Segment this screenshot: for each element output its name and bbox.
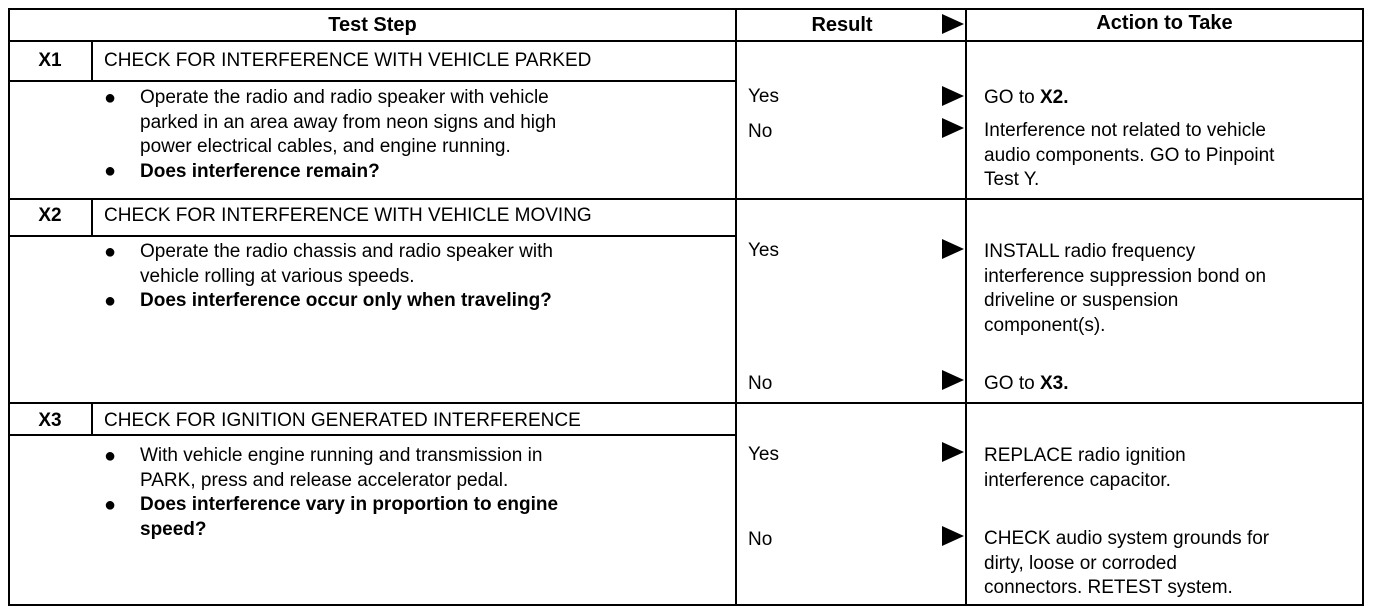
step-x3-result-yes: Yes	[748, 444, 779, 465]
bullet-icon: ●	[104, 87, 117, 109]
step-title-x3: CHECK FOR IGNITION GENERATED INTERFERENCE	[104, 410, 581, 431]
step-x2-action-no: GO to X3.	[984, 373, 1069, 394]
step-x3-action-yes-line-2: interference capacitor.	[984, 469, 1171, 491]
row-separator-x1-x2	[8, 198, 1364, 200]
arrow-right-icon	[942, 86, 964, 106]
step-code-x2: X2	[38, 205, 62, 226]
title-underline-x1	[8, 80, 737, 82]
step-code-x3: X3	[38, 410, 62, 431]
step-x3-action-no-line-2: dirty, loose or corroded	[984, 552, 1177, 574]
step-x3-result-no: No	[748, 529, 773, 550]
code-divider-x1	[91, 40, 93, 82]
step-title-x1: CHECK FOR INTERFERENCE WITH VEHICLE PARKED	[104, 50, 592, 71]
arrow-right-icon	[942, 526, 964, 546]
arrow-right-icon	[942, 118, 964, 138]
action-column-divider	[965, 8, 967, 606]
table-left-border	[8, 8, 10, 606]
step-x2-result-no: No	[748, 373, 773, 394]
bullet-icon: ●	[104, 160, 117, 182]
step-x1-bullet-1-line-3: power electrical cables, and engine running.	[140, 136, 511, 157]
table-bottom-border	[8, 604, 1364, 606]
step-x3-bullet-1-line-1: With vehicle engine running and transmission in	[140, 445, 543, 466]
step-x1-action-no-line-2: audio components. GO to Pinpoint	[984, 144, 1275, 166]
step-x1-bullet-2-line-1: Does interference remain?	[140, 160, 380, 182]
step-x1-bullet-1-line-2: parked in an area away from neon signs and high	[140, 111, 557, 133]
row-separator-x2-x3	[8, 402, 1364, 404]
step-x1-result-yes: Yes	[748, 86, 779, 107]
step-x3-action-no-line-1: CHECK audio system grounds for	[984, 528, 1270, 549]
step-title-x2: CHECK FOR INTERFERENCE WITH VEHICLE MOVING	[104, 205, 592, 226]
step-x2-action-yes-line-1: INSTALL radio frequency	[984, 241, 1196, 262]
header-test-step: Test Step	[328, 13, 417, 36]
step-x2-bullet-2-line-1: Does interference occur only when traveling?	[140, 290, 552, 311]
step-x2-bullet-1-line-2: vehicle rolling at various speeds.	[140, 265, 415, 287]
table-right-border	[1362, 8, 1364, 606]
step-x1-action-no-line-3: Test Y.	[984, 169, 1040, 190]
result-column-divider	[735, 8, 737, 606]
code-divider-x3	[91, 402, 93, 436]
step-x2-result-yes: Yes	[748, 240, 779, 261]
step-x1-bullet-1-line-1: Operate the radio and radio speaker with vehicle	[140, 87, 549, 108]
step-x3-bullet-2-line-1: Does interference vary in proportion to engine	[140, 494, 559, 515]
arrow-right-icon	[942, 239, 964, 259]
header-result: Result	[811, 13, 873, 36]
title-underline-x3	[8, 434, 737, 436]
bullet-icon: ●	[104, 445, 117, 467]
step-x2-action-yes-line-4: component(s).	[984, 314, 1106, 336]
bullet-icon: ●	[104, 241, 117, 263]
code-divider-x2	[91, 198, 93, 237]
step-x2-action-yes-line-3: driveline or suspension	[984, 290, 1179, 311]
arrow-right-icon	[942, 14, 964, 34]
step-x2-action-yes-line-2: interference suppression bond on	[984, 265, 1267, 287]
header-action: Action to Take	[1096, 11, 1233, 34]
arrow-right-icon	[942, 370, 964, 390]
step-x1-action-no-line-1: Interference not related to vehicle	[984, 120, 1267, 141]
step-x1-action-yes: GO to X2.	[984, 87, 1069, 108]
step-x2-bullet-1-line-1: Operate the radio chassis and radio speaker with	[140, 241, 553, 262]
step-code-x1: X1	[38, 50, 62, 71]
step-x3-bullet-1-line-2: PARK, press and release accelerator pedal.	[140, 469, 509, 491]
bullet-icon: ●	[104, 290, 117, 312]
step-x3-action-no-line-3: connectors. RETEST system.	[984, 577, 1233, 598]
step-x3-bullet-2-line-2: speed?	[140, 518, 207, 540]
header-bottom-border	[8, 40, 1364, 42]
step-x3-action-yes-line-1: REPLACE radio ignition	[984, 445, 1186, 466]
arrow-right-icon	[942, 442, 964, 462]
step-x1-result-no: No	[748, 121, 773, 142]
title-underline-x2	[8, 235, 737, 237]
bullet-icon: ●	[104, 494, 117, 516]
